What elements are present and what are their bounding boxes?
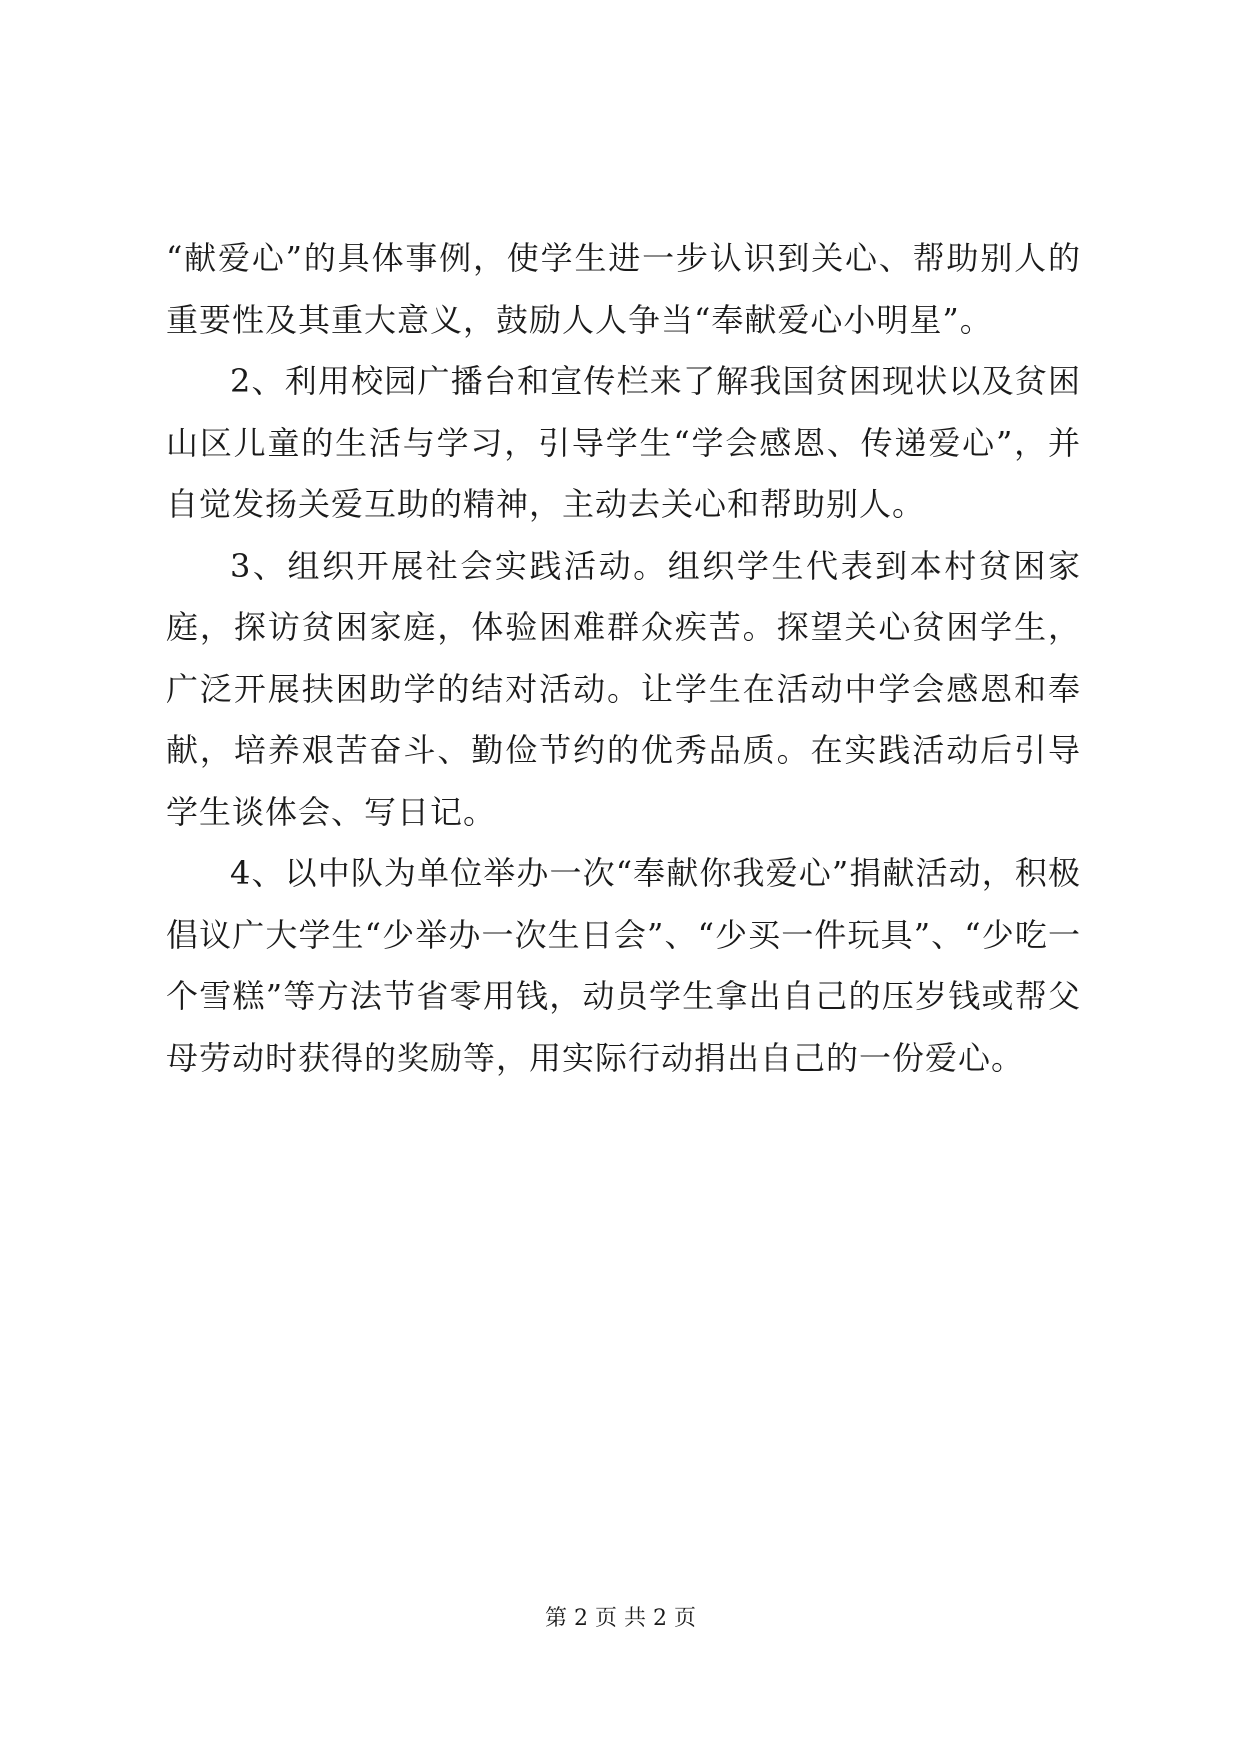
document-body (166, 228, 1081, 1089)
paragraph-item-2: 2、利用校园广播台和宣传栏来了解我国贫困现状以及贫困山区儿童的生活与学习，引导学生“学会感恩、传递爱心”，并自觉发扬关爱互助的精神，主动去关心和帮助别人。 (166, 362, 1081, 523)
paragraph-item-4: 4、以中队为单位举办一次“奉献你我爱心”捐献活动，积极倡议广大学生“少举办一次生日会”、“少买一件玩具”、“少吃一个雪糕”等方法节省零用钱，动员学生拿出自己的压岁钱或帮父母劳动时获得的奖励等，用实际行动捐出自己的一份爱心。 (166, 854, 1081, 1077)
page-number-footer: 第 2 页 共 2 页 (545, 1606, 696, 1631)
paragraph-item-3: 3、组织开展社会实践活动。组织学生代表到本村贫困家庭，探访贫困家庭，体验困难群众疾苦。探望关心贫困学生，广泛开展扶困助学的结对活动。让学生在活动中学会感恩和奉献，培养艰苦奋斗、勤俭节约的优秀品质。在实践活动后引导学生谈体会、写日记。 (166, 546, 1081, 831)
paragraph-continuation: “献爱心”的具体事例，使学生进一步认识到关心、帮助别人的重要性及其重大意义，鼓励人人争当“奉献爱心小明星”。 (166, 239, 1081, 339)
